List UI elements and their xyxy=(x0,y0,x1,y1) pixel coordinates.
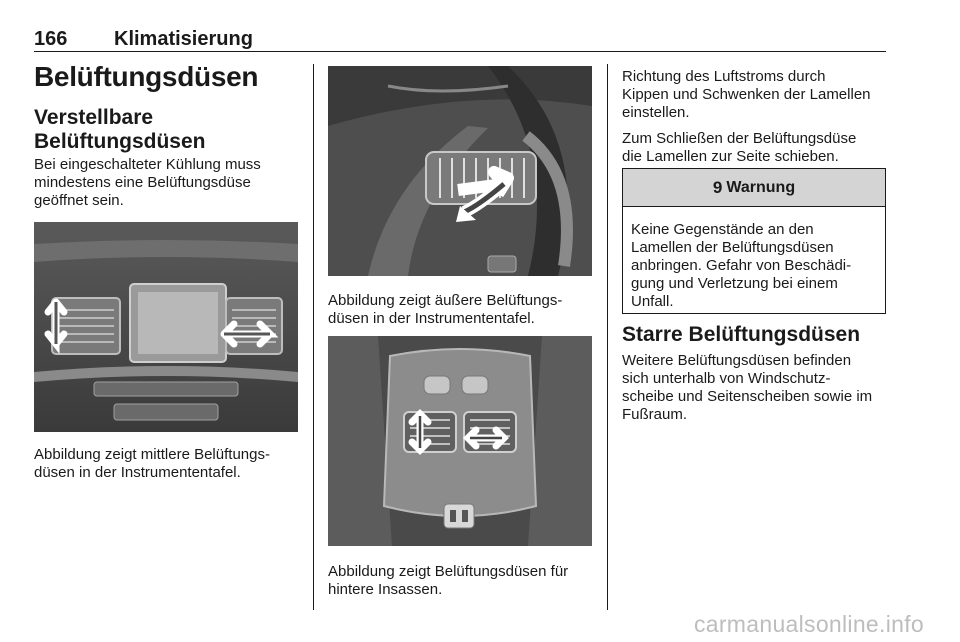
warning-header xyxy=(623,169,885,207)
page-number: 166 xyxy=(34,28,68,50)
warning-icon: 9 xyxy=(712,177,723,197)
chapter-title: Klimatisierung xyxy=(114,28,253,50)
rear-vents-illustration xyxy=(328,336,592,546)
page-header xyxy=(34,26,886,52)
subsection-title: Verstellbare Belüftungsdüsen xyxy=(34,106,206,153)
caption-center-vents: Abbildung zeigt mittlere Belüftungs- düsen in der Instrumententafel. xyxy=(34,446,270,481)
column-divider xyxy=(313,64,314,610)
caption-rear-vents: Abbildung zeigt Belüftungsdüsen für hintere Insassen. xyxy=(328,563,569,598)
figure-center-vents xyxy=(34,222,298,432)
warning-box xyxy=(622,168,886,314)
center-vents-illustration xyxy=(34,222,298,432)
column-1 xyxy=(34,60,300,210)
watermark: carmanualsonline.info xyxy=(693,611,924,637)
section-title-fixed-vents: Starre Belüftungsdüsen xyxy=(622,323,861,346)
warning-title: Warnung xyxy=(726,178,796,196)
column-3 xyxy=(622,68,886,166)
figure-outer-vents xyxy=(328,66,592,276)
paragraph-airflow: Richtung des Luftstroms durch Kippen und Schwenken der Lamellen einstellen. xyxy=(622,68,871,121)
figure-rear-vents xyxy=(328,336,592,546)
column-divider xyxy=(607,64,608,610)
intro-paragraph: Bei eingeschalteter Kühlung muss mindestens eine Belüftungsdüse geöffnet sein. xyxy=(34,156,261,209)
outer-vents-illustration xyxy=(328,66,592,276)
caption-outer-vents: Abbildung zeigt äußere Belüftungs- düsen in der Instrumententafel. xyxy=(328,292,563,327)
section-title: Belüftungsdüsen xyxy=(34,61,259,92)
warning-text: Keine Gegenstände an den Lamellen der Belüftungsdüsen anbringen. Gefahr von Beschädi- gung und Verletzung bei einem Unfall. xyxy=(631,221,852,310)
paragraph-close-vent: Zum Schließen der Belüftungsdüse die Lamellen zur Seite schieben. xyxy=(622,130,857,165)
paragraph-fixed-vents: Weitere Belüftungsdüsen befinden sich unterhalb von Windschutz- scheibe und Seitenscheiben sowie im Fußraum. xyxy=(622,352,873,423)
